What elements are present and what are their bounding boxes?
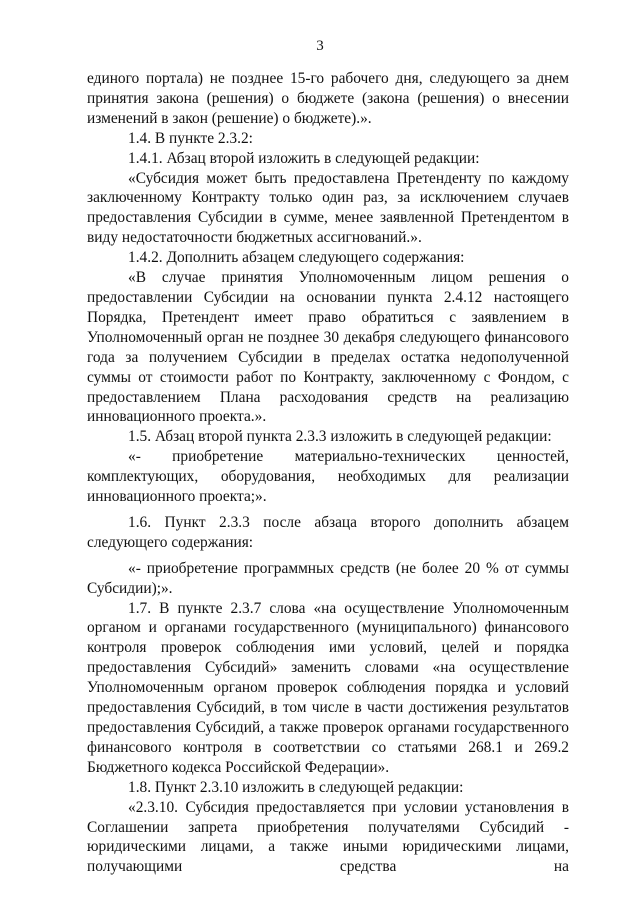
paragraph: единого портала) не позднее 15-го рабочего дня, следующего за днем принятия закона (решения) о бюджете (закона (решения) о внесении изменений в закон (решение) о бюджете).». bbox=[87, 70, 569, 127]
document-body bbox=[87, 69, 569, 877]
page-number: 3 bbox=[316, 38, 324, 54]
paragraph: «- приобретение материально-технических ценностей, комплектующих, оборудования, необходимых для реализации инновационного проекта;». bbox=[87, 448, 569, 506]
paragraph: 1.6. Пункт 2.3.3 после абзаца второго дополнить абзацем следующего содержания: bbox=[87, 513, 569, 551]
paragraph: 1.4. В пункте 2.3.2: bbox=[128, 129, 253, 147]
paragraph: «- приобретение программных средств (не более 20 % от суммы Субсидии);». bbox=[87, 559, 569, 597]
paragraph: 1.5. Абзац второй пункта 2.3.3 изложить в следующей редакции: bbox=[128, 428, 552, 446]
paragraph: «В случае принятия Уполномоченным лицом решения о предоставлении Субсидии на основании пункта 2.4.12 настоящего Порядка, Претендент имеет право обратиться с заявлением в Уполномоченный орган не позднее 30 декабря следующего финансового года за получением Субсидии в пределах остатка недополученной суммы от стоимости работ по Контракту, заключенному с Фондом, с предоставлением Плана расходования средств на реализацию инновационного проекта.». bbox=[87, 269, 569, 426]
paragraph: «2.3.10. Субсидия предоставляется при условии установления в Соглашении запрета приобретения получателями Субсидий - юридическими лицами, а также иными юридическими лицами, получающими средства на bbox=[87, 798, 569, 876]
paragraph: 1.8. Пункт 2.3.10 изложить в следующей редакции: bbox=[128, 778, 464, 796]
paragraph: 1.4.1. Абзац второй изложить в следующей редакции: bbox=[128, 149, 480, 167]
paragraph: «Субсидия может быть предоставлена Претенденту по каждому заключенному Контракту только один раз, за исключением случаев предоставления Субсидии в сумме, менее заявленной Претендентом в виду недостаточности бюджетных ассигнований.». bbox=[87, 169, 569, 247]
paragraph: 1.4.2. Дополнить абзацем следующего содержания: bbox=[128, 249, 465, 267]
paragraph: 1.7. В пункте 2.3.7 слова «на осуществление Уполномоченным органом и органами государственного (муниципального) финансового контроля проверок соблюдения ими условий, целей и порядка предоставления Субсидий» заменить словами «на осуществление Уполномоченным органом проверок соблюдения порядка и условий предоставления Субсидий, в том числе в части достижения результатов предоставления Субсидий, а также проверок органами государственного финансового контроля в соответствии со статьями 268.1 и 269.2 Бюджетного кодекса Российской Федерации». bbox=[87, 599, 569, 776]
